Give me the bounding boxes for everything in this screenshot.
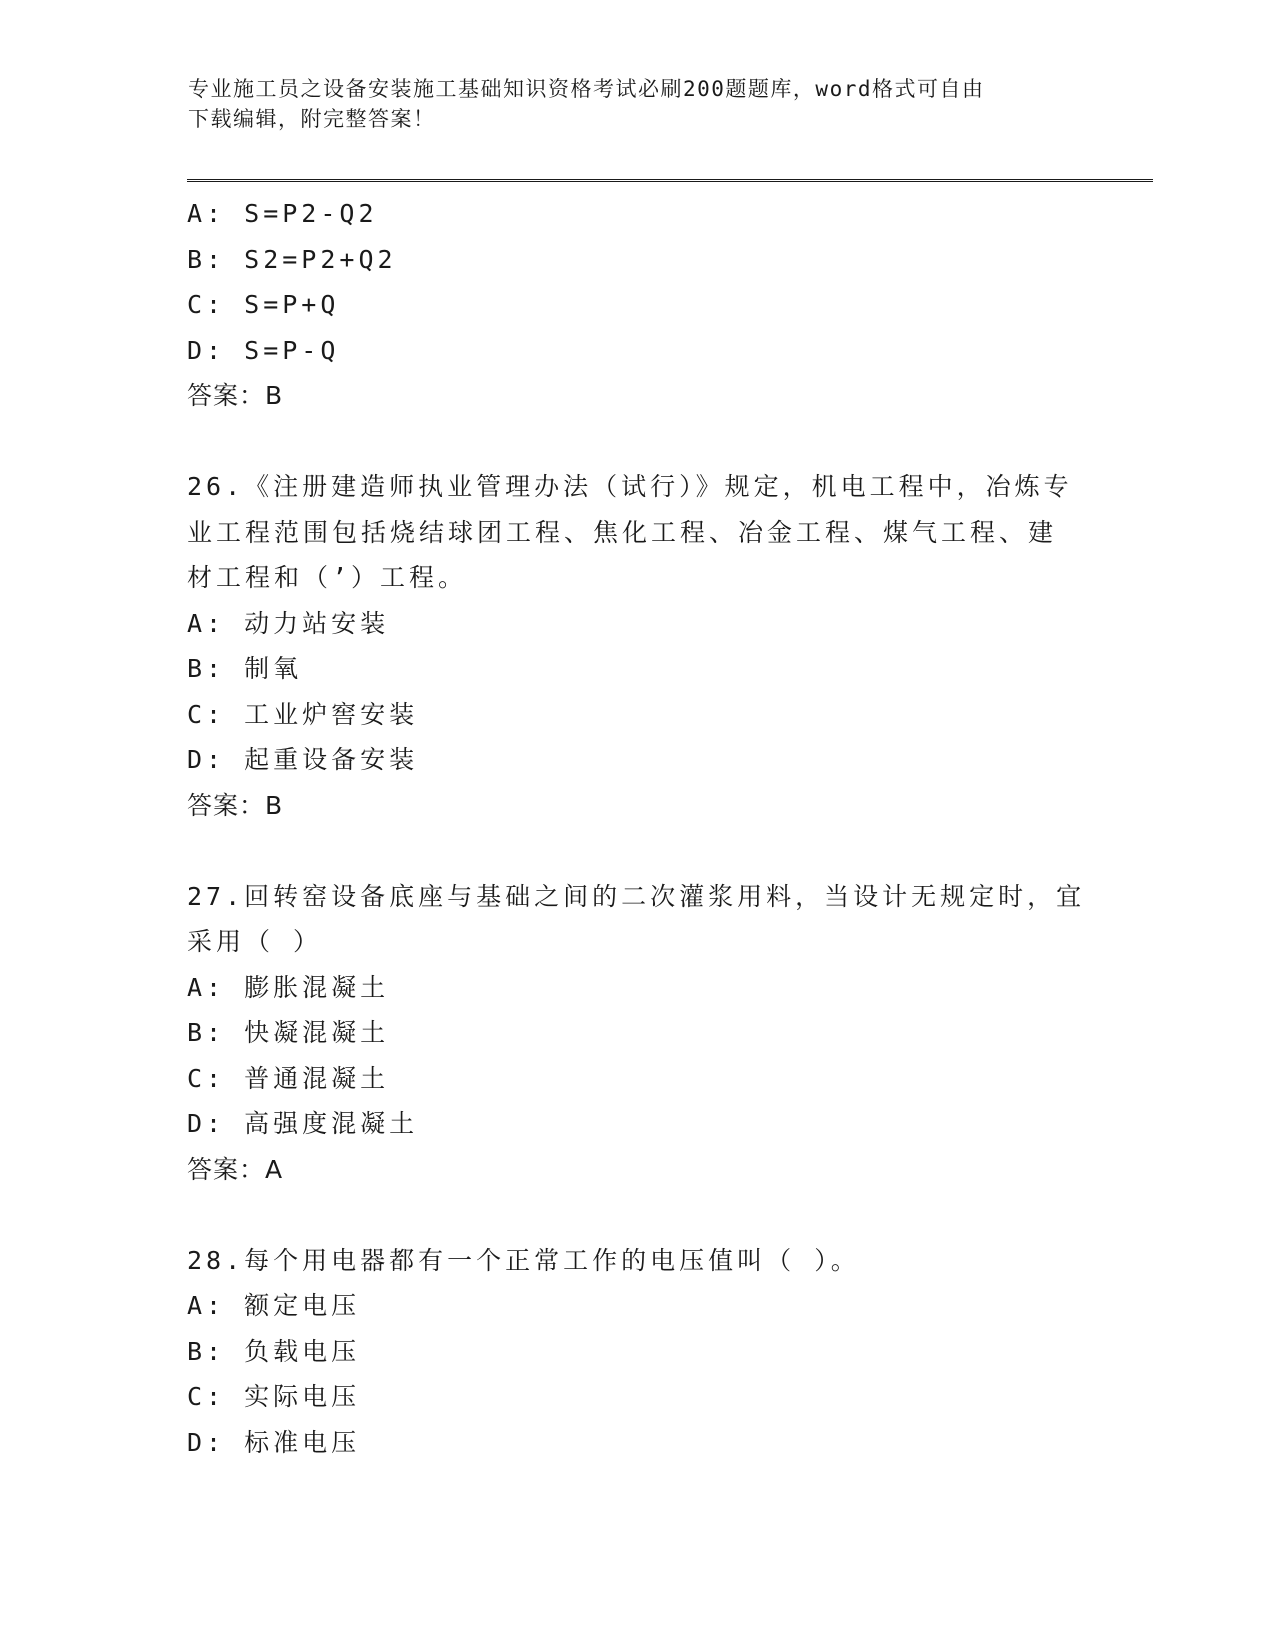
header-line-1: 专业施工员之设备安装施工基础知识资格考试必刷200题题库，word格式可自由 [188, 77, 985, 101]
option-d: D: 起重设备安装 [187, 745, 419, 774]
question-stem-line: 采用（ ） [187, 927, 323, 956]
answer: 答案：B [187, 790, 284, 820]
option-b: B: 制氧 [187, 654, 303, 683]
option-a: A: 额定电压 [187, 1291, 361, 1320]
option-b: B: 负载电压 [187, 1336, 361, 1366]
option-c: C: 普通混凝土 [187, 1063, 390, 1093]
question-stem-line: 27.回转窑设备底座与基础之间的二次灌浆用料，当设计无规定时，宜 [187, 881, 1086, 911]
question-list [187, 191, 1087, 1465]
header-line-2: 下载编辑，附完整答案！ [188, 107, 436, 131]
option-a: A: 膨胀混凝土 [187, 972, 390, 1002]
spacer [187, 419, 1087, 465]
option-d: D: 高强度混凝土 [187, 1109, 419, 1138]
option-d: D: 标准电压 [187, 1427, 361, 1457]
answer: 答案：A [187, 1154, 284, 1184]
option-a: A: S=P2-Q2 [187, 199, 378, 228]
option-b: B: 快凝混凝土 [187, 1018, 390, 1047]
header-divider [187, 179, 1153, 182]
question-stem-line: 26.《注册建造师执业管理办法（试行）》规定，机电工程中，冶炼专 [187, 472, 1073, 501]
answer: 答案：B [187, 381, 284, 410]
option-b: B: S2=P2+Q2 [187, 244, 397, 274]
question-25 [187, 191, 1087, 419]
question-27 [187, 874, 1087, 1193]
option-d: D: S=P-Q [187, 335, 340, 365]
spacer [187, 1192, 1087, 1238]
question-28 [187, 1238, 1087, 1466]
question-26 [187, 464, 1087, 828]
question-stem-line: 材工程和（’）工程。 [187, 563, 468, 592]
spacer [187, 828, 1087, 874]
question-stem-line: 业工程范围包括烧结球团工程、焦化工程、冶金工程、煤气工程、建 [187, 517, 1058, 547]
document-header [188, 74, 1068, 134]
option-c: C: S=P+Q [187, 290, 340, 319]
question-stem-line: 28.每个用电器都有一个正常工作的电压值叫（ ）。 [187, 1245, 860, 1275]
option-c: C: 工业炉窖安装 [187, 699, 419, 729]
option-c: C: 实际电压 [187, 1382, 361, 1411]
option-a: A: 动力站安装 [187, 608, 390, 638]
